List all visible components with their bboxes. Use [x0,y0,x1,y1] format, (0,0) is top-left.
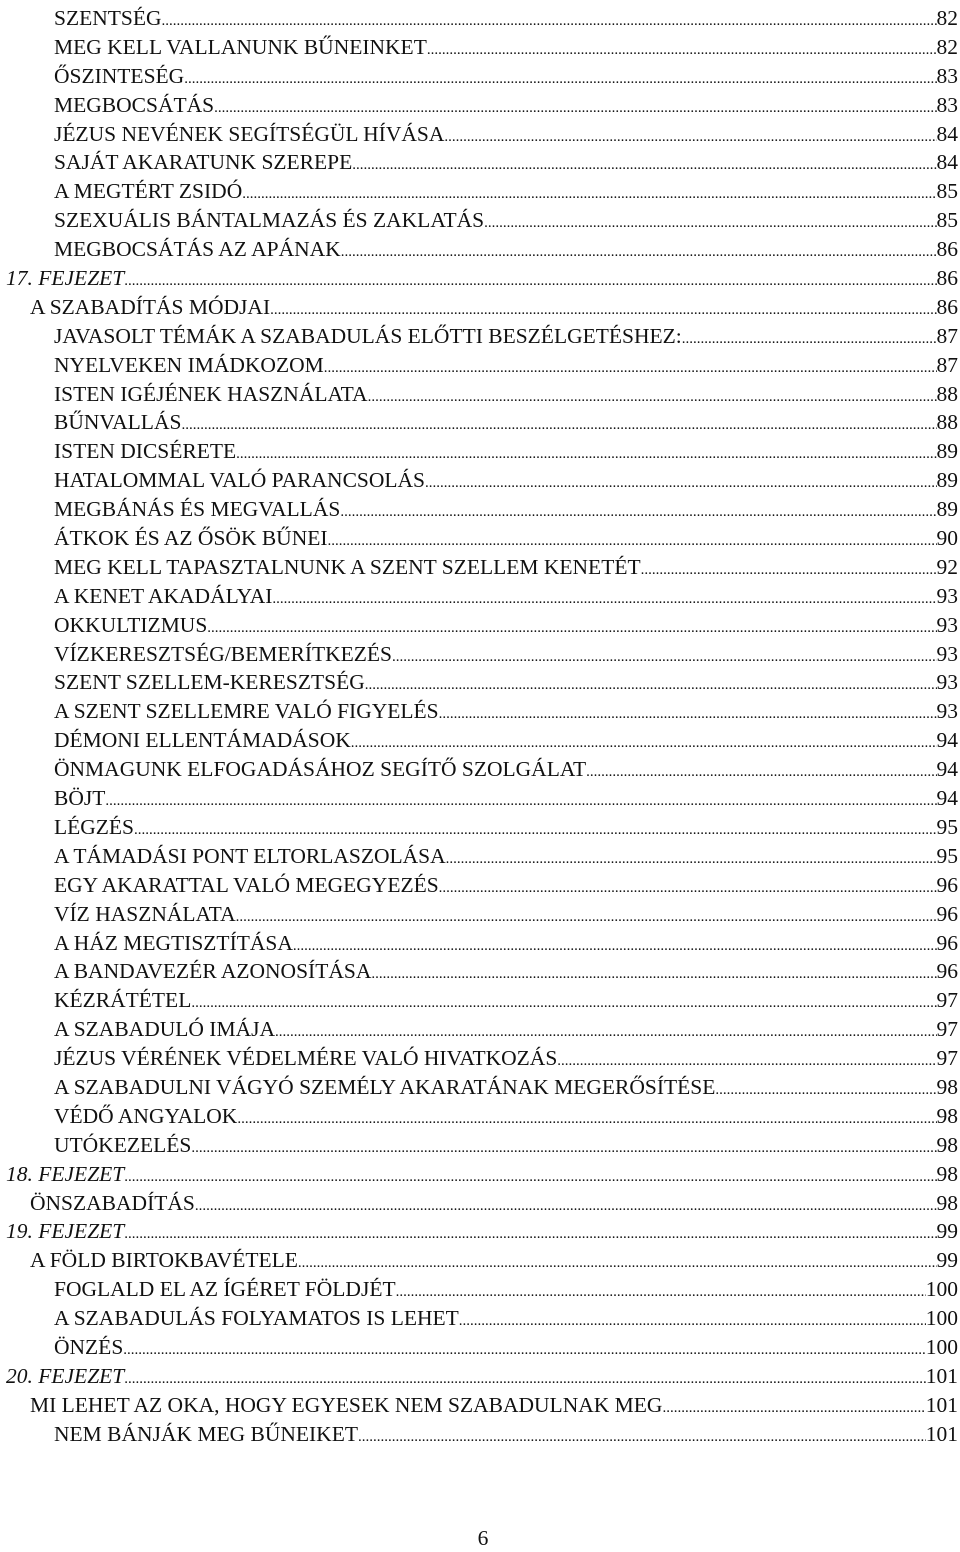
toc-entry-title: A SZABADÍTÁS MÓDJAI [30,294,271,319]
toc-entry[interactable] [0,668,960,697]
toc-entry-title: A SZABADULNI VÁGYÓ SZEMÉLY AKARATÁNAK MEGERŐSÍTÉSE [54,1074,716,1099]
toc-entry[interactable] [0,784,960,813]
toc-entry-title: ÁTKOK ÉS AZ ŐSÖK BŰNEI [54,526,328,551]
toc-entry-page-number: 98 [936,1161,958,1186]
toc-entry[interactable] [0,611,960,640]
toc-entry-page-number: 86 [936,294,958,319]
toc-entry[interactable] [0,91,960,120]
toc-dot-leader [195,1192,937,1221]
toc-entry[interactable] [0,524,960,553]
toc-entry-page-number: 90 [936,526,958,551]
toc-entry[interactable] [0,842,960,871]
toc-entry[interactable] [0,322,960,351]
toc-entry-page-number: 96 [936,901,958,926]
toc-dot-leader [328,527,937,556]
toc-dot-leader [236,903,937,932]
toc-entry-title: 17. FEJEZET [6,266,125,291]
toc-dot-leader [439,874,937,903]
toc-entry-page-number: 86 [936,266,958,291]
toc-entry[interactable] [0,553,960,582]
toc-entry-page-number: 93 [936,612,958,637]
toc-dot-leader [124,1365,926,1394]
toc-entry-title: EGY AKARATTAL VALÓ MEGEGYEZÉS [54,872,439,897]
toc-dot-leader [237,1105,936,1134]
toc-chapter-entry[interactable] [0,264,960,293]
toc-entry-page-number: 87 [936,352,958,377]
toc-entry-title: OKKULTIZMUS [54,612,208,637]
toc-entry[interactable] [0,380,960,409]
toc-dot-leader [341,238,937,267]
toc-entry[interactable] [0,726,960,755]
toc-entry-page-number: 94 [936,728,958,753]
toc-dot-leader [293,932,937,961]
toc-entry[interactable] [0,1073,960,1102]
toc-entry[interactable] [0,871,960,900]
toc-entry-title: KÉZRÁTÉTEL [54,988,192,1013]
toc-entry-page-number: 93 [936,641,958,666]
toc-entry[interactable] [0,929,960,958]
toc-entry-title: A TÁMADÁSI PONT ELTORLASZOLÁSA [54,843,446,868]
toc-entry[interactable] [0,62,960,91]
toc-entry-title: DÉMONI ELLENTÁMADÁSOK [54,728,351,753]
toc-entry-page-number: 98 [936,1190,958,1215]
toc-entry-page-number: 88 [936,410,958,435]
toc-dot-leader [134,816,936,845]
toc-entry-title: NEM BÁNJÁK MEG BŰNEIKET [54,1421,358,1446]
toc-dot-leader [184,65,936,94]
toc-entry-page-number: 101 [925,1392,958,1417]
toc-entry-title: A MEGTÉRT ZSIDÓ [54,179,243,204]
toc-entry-title: A SZENT SZELLEMRE VALÓ FIGYELÉS [54,699,439,724]
toc-chapter-entry[interactable] [0,1362,960,1391]
toc-entry-page-number: 85 [936,208,958,233]
toc-entry-page-number: 98 [936,1132,958,1157]
toc-dot-leader [191,989,936,1018]
toc-dot-leader [392,643,936,672]
toc-dot-leader [586,758,936,787]
toc-dot-leader [368,383,937,412]
toc-dot-leader [371,960,936,989]
toc-dot-leader [242,180,936,209]
toc-entry-title: JÉZUS NEVÉNEK SEGÍTSÉGÜL HÍVÁSA [54,121,445,146]
toc-entry-page-number: 83 [936,92,958,117]
toc-entry-page-number: 94 [936,757,958,782]
toc-dot-leader [365,671,937,700]
toc-entry-page-number: 96 [936,959,958,984]
toc-entry-page-number: 100 [925,1334,958,1359]
toc-entry[interactable] [0,408,960,437]
toc-entry[interactable] [0,1102,960,1131]
toc-entry-page-number: 82 [936,6,958,30]
toc-entry-page-number: 100 [925,1277,958,1302]
toc-entry[interactable] [0,1015,960,1044]
toc-entry-page-number: 95 [936,843,958,868]
toc-dot-leader [214,94,936,123]
toc-dot-leader [358,1423,926,1452]
toc-entry-page-number: 97 [936,1046,958,1071]
toc-entry[interactable] [0,697,960,726]
toc-entry-page-number: 99 [936,1219,958,1244]
toc-entry-title: 18. FEJEZET [6,1161,125,1186]
toc-entry-page-number: 85 [936,179,958,204]
toc-entry[interactable] [0,120,960,149]
toc-dot-leader [181,411,936,440]
toc-entry-title: MEGBÁNÁS ÉS MEGVALLÁS [54,497,341,522]
toc-dot-leader [340,498,936,527]
toc-entry-page-number: 97 [936,988,958,1013]
toc-dot-leader [484,209,936,238]
toc-entry[interactable] [0,1275,960,1304]
toc-dot-leader [444,123,936,152]
toc-entry-page-number: 92 [936,554,958,579]
toc-dot-leader [191,1134,936,1163]
toc-entry-title: MI LEHET AZ OKA, HOGY EGYESEK NEM SZABADULNAK MEG [30,1392,663,1417]
toc-entry-page-number: 89 [936,497,958,522]
toc-dot-leader [298,1249,937,1278]
toc-entry-title: MEGBOCSÁTÁS [54,92,215,117]
toc-dot-leader [425,469,936,498]
toc-entry-title: JÉZUS VÉRÉNEK VÉDELMÉRE VALÓ HIVATKOZÁS [54,1046,558,1071]
toc-dot-leader [270,296,936,325]
toc-entry-page-number: 101 [925,1421,958,1446]
toc-entry-page-number: 84 [936,121,958,146]
toc-entry-title: BÖJT [54,786,106,811]
toc-entry[interactable] [0,957,960,986]
toc-entry-page-number: 98 [936,1103,958,1128]
toc-entry-title: ÖNZÉS [54,1334,124,1359]
toc-dot-leader [662,1394,925,1423]
toc-entry[interactable] [0,1246,960,1275]
toc-dot-leader [123,1336,925,1365]
toc-entry-title: MEG KELL VALLANUNK BŰNEINKET [54,34,427,59]
toc-entry-page-number: 95 [936,814,958,839]
toc-entry-title: UTÓKEZELÉS [54,1132,192,1157]
toc-entry-page-number: 101 [925,1363,958,1388]
toc-entry-title: LÉGZÉS [54,814,135,839]
toc-entry-page-number: 93 [936,699,958,724]
toc-entry-page-number: 93 [936,670,958,695]
toc-dot-leader [324,354,937,383]
toc-entry[interactable] [0,4,960,33]
toc-entry-page-number: 94 [936,786,958,811]
toc-entry[interactable] [0,900,960,929]
toc-entry[interactable] [0,755,960,784]
toc-entry[interactable] [0,466,960,495]
toc-entry-page-number: 83 [936,63,958,88]
table-of-contents [0,4,960,1449]
toc-entry-title: A KENET AKADÁLYAI [54,583,273,608]
toc-entry-title: A SZABADULÓ IMÁJA [54,1017,275,1042]
toc-entry-title: ŐSZINTESÉG [54,63,185,88]
toc-entry-title: 19. FEJEZET [6,1219,125,1244]
toc-dot-leader [446,845,937,874]
toc-entry-title: BŰNVALLÁS [54,410,182,435]
toc-dot-leader [427,36,937,65]
toc-entry-title: A SZABADULÁS FOLYAMATOS IS LEHET [54,1306,459,1331]
toc-dot-leader [641,556,937,585]
toc-entry[interactable] [0,582,960,611]
toc-dot-leader [124,1220,936,1249]
toc-entry-title: ÖNSZABADÍTÁS [30,1190,195,1215]
toc-entry-title: JAVASOLT TÉMÁK A SZABADULÁS ELŐTTI BESZÉLGETÉSHEZ: [54,323,682,348]
toc-entry[interactable] [0,495,960,524]
toc-entry-page-number: 82 [936,34,958,59]
toc-entry-page-number: 84 [936,150,958,175]
toc-entry-title: ÖNMAGUNK ELFOGADÁSÁHOZ SEGÍTŐ SZOLGÁLAT [54,757,587,782]
toc-entry-page-number: 87 [936,323,958,348]
toc-dot-leader [351,729,937,758]
toc-entry[interactable] [0,351,960,380]
toc-dot-leader [557,1047,936,1076]
toc-dot-leader [459,1307,926,1336]
toc-dot-leader [236,440,936,469]
toc-dot-leader [352,151,936,180]
toc-entry-page-number: 98 [936,1074,958,1099]
toc-entry-page-number: 100 [925,1306,958,1331]
toc-entry[interactable] [0,437,960,466]
toc-entry-page-number: 97 [936,1017,958,1042]
toc-entry-title: VÍZKERESZTSÉG/BEMERÍTKEZÉS [54,641,393,666]
toc-entry-title: VÍZ HASZNÁLATA [54,901,236,926]
toc-entry[interactable] [0,1131,960,1160]
toc-entry[interactable] [0,1304,960,1333]
toc-entry[interactable] [0,1044,960,1073]
toc-entry-title: SZEXUÁLIS BÁNTALMAZÁS ÉS ZAKLATÁS [54,208,485,233]
toc-chapter-entry[interactable] [0,1217,960,1246]
toc-entry-title: A FÖLD BIRTOKBAVÉTELE [30,1248,298,1273]
toc-entry-title: MEG KELL TAPASZTALNUNK A SZENT SZELLEM KENETÉT [54,554,641,579]
toc-entry-title: VÉDŐ ANGYALOK [54,1103,238,1128]
toc-entry[interactable] [0,148,960,177]
toc-entry-title: ISTEN IGÉJÉNEK HASZNÁLATA [54,381,368,406]
toc-dot-leader [207,614,936,643]
toc-entry-page-number: 86 [936,237,958,262]
toc-dot-leader [124,1163,936,1192]
toc-entry-page-number: 96 [936,872,958,897]
toc-entry-page-number: 89 [936,439,958,464]
toc-entry[interactable] [0,813,960,842]
toc-entry[interactable] [0,293,960,322]
toc-entry[interactable] [0,1391,960,1420]
toc-dot-leader [162,7,937,36]
toc-dot-leader [715,1076,936,1105]
toc-entry-title: FOGLALD EL AZ ÍGÉRET FÖLDJÉT [54,1277,396,1302]
toc-dot-leader [439,700,937,729]
toc-entry-title: SZENTSÉG [54,6,162,30]
toc-entry[interactable] [0,640,960,669]
toc-dot-leader [272,585,936,614]
toc-dot-leader [124,267,936,296]
toc-entry-title: SAJÁT AKARATUNK SZEREPE [54,150,353,175]
page-number: 6 [477,1526,489,1550]
toc-entry-page-number: 88 [936,381,958,406]
toc-entry[interactable] [0,177,960,206]
toc-entry-page-number: 96 [936,930,958,955]
toc-entry-title: NYELVEKEN IMÁDKOZOM [54,352,324,377]
toc-entry[interactable] [0,1420,960,1449]
toc-entry[interactable] [0,235,960,264]
toc-entry-title: HATALOMMAL VALÓ PARANCSOLÁS [54,468,426,493]
toc-dot-leader [396,1278,926,1307]
toc-entry-title: ISTEN DICSÉRETE [54,439,237,464]
toc-entry[interactable] [0,1333,960,1362]
toc-dot-leader [275,1018,937,1047]
toc-entry-title: A BANDAVEZÉR AZONOSÍTÁSA [54,959,372,984]
toc-dot-leader [105,787,936,816]
toc-entry-page-number: 99 [936,1248,958,1273]
toc-entry-title: A HÁZ MEGTISZTÍTÁSA [54,930,293,955]
toc-dot-leader [682,325,937,354]
toc-entry[interactable] [0,206,960,235]
toc-entry-page-number: 93 [936,583,958,608]
toc-entry[interactable] [0,33,960,62]
toc-entry-title: MEGBOCSÁTÁS AZ APÁNAK [54,237,341,262]
toc-entry-title: 20. FEJEZET [6,1363,125,1388]
toc-chapter-entry[interactable] [0,1160,960,1189]
toc-entry[interactable] [0,986,960,1015]
toc-entry[interactable] [0,1189,960,1218]
toc-entry-title: SZENT SZELLEM-KERESZTSÉG [54,670,365,695]
toc-entry-page-number: 89 [936,468,958,493]
